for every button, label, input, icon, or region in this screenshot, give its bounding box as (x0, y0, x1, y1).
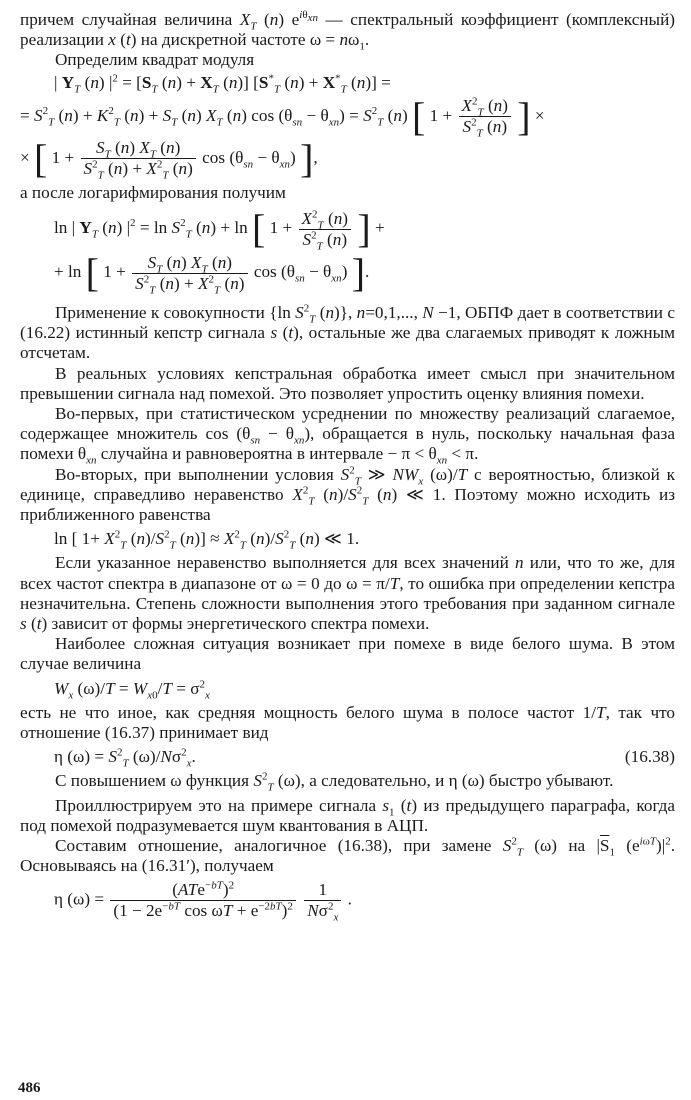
paragraph: есть не что иное, как средняя мощность белого шума в полосе частот 1/T, так что отношение (16.37) принимает вид (20, 702, 675, 743)
paragraph: Проиллюстрируем это на примере сигнала $s_1$ (t) из предыдущего параграфа, когда под помехой подразумевается шум квантования в АЦП. (20, 795, 676, 835)
paragraph: Наиболее сложная ситуация возникает при помехе в виде белого шума. В этом случае величина (20, 634, 675, 674)
formula-log-line-2: + ln [ 1 + $\frac{S_T (n) X_T (n)}{S^2_T (n) + X^2_T (n)}$ $\cos (\theta_{sn} - \theta_{xn})$ ]. (54, 250, 370, 296)
formula-16-38-body: η $(\omega) = S^2_T$ $(\omega)/N\sigma^2_x$. (54, 746, 196, 770)
formula-final: η (ω) = $\frac{(ATe^{-bT})^2}{(1 - 2e^{-bT} \cos \omega T + e^{-2bT})^2}$ $\frac{1}{N\sigma^2_x}$ . (54, 878, 352, 923)
formula-log-line-1: ln | $Y_T$ (n) $|^2 = \ln S^2_T$ (n) + ln [ 1 + $\frac{X^2_T (n)}{S^2_T (n)}$ ] + (54, 206, 385, 252)
paragraph: Применение к совокупности {ln $S^2_T$ (n)}, n=0,1,..., N −1, ОБПФ дает в соответствии с (16.22) истинный кепстр сигнала s (t), остальные же два слагаемых приводят к ложным отсчетам. (20, 302, 675, 363)
paragraph: Во-вторых, при выполнении условия $S^2_T$ ≫ $NW_x$ (ω)/T с вероятностью, близкой к единице, справедливо неравенство $X^2_T$ $(n)/S^2_T$ (n) ≪ 1. Поэтому можно исходить из приближенного равенства (20, 463, 675, 525)
paragraph: Составим отношение, аналогичное (16.38), при замене $S^2_T$ (ω) на $|\overline{S}_1$ $(e^{i\omega T})|^2$. Основываясь на (16.31′), получаем (20, 835, 676, 876)
paragraph: причем случайная величина $X_T$ (n) $e^{i\theta_{xn}}$ — спектральный коэффициент (комплексный) реализации x (t) на дискретной частоте $\omega = n\omega_1$. (20, 9, 675, 53)
page-number: 486 (18, 1080, 41, 1096)
formula-approx: ln [ $1+ X^2_T$ $(n)/S^2_T$ $(n)] \approx X^2_T$ $(n)/S^2_T$ (n) ≪ 1. (54, 528, 360, 552)
equation-number: (16.38) (624, 747, 675, 767)
formula-modulus-squared-line-3: × [ 1 + $\frac{S_T (n) X_T (n)}{S^2_T (n) + X^2_T (n)}$ $\cos (\theta_{sn} - \theta_{xn})$ ], (20, 135, 318, 182)
paragraph: а после логарифмирования получим (20, 182, 286, 202)
formula-modulus-squared-line-1: | $Y_T$ (n) $|^2 = [S_T$ $(n) + X_T$ (n)] [$S^*_T$ $(n) + X^*_T$ (n)] = (54, 71, 391, 96)
paragraph: В реальных условиях кепстральная обработка имеет смысл при значительном превышении сигнала над помехой. Это позволяет упростить оценку влияния помехи. (20, 363, 675, 403)
paragraph: Во-первых, при статистическом усреднении по множеству реализаций слагаемое, содержащее множитель $\cos (\theta_{sn} - \theta_{xn})$, обращается в нуль, поскольку начальная фаза помехи $\theta_{xn}$ случайна и равновероятна в интервале − $\pi < \theta_{xn} < \pi$. (20, 404, 675, 467)
formula-white-noise: $W_x$ $(\omega)/T = W_{x0}/T = \sigma^2_x$ (54, 677, 210, 702)
paragraph: Если указанное неравенство выполняется для всех значений n или, что то же, для всех частот спектра в диапазоне от ω = 0 до ω = π/T, то ошибка при определении кепстра незначительна. Степень сложности выполнения этого требования при заданном сигнале s (t) зависит от формы энергетического спектра помехи. (20, 553, 676, 634)
formula-modulus-squared-line-2: = $S^2_T$ $(n) + K^2_T$ $(n) + S_T$ (n) $X_T$ (n) $\cos (\theta_{sn} - \theta_{xn}) = S^2_T$ (n) [ 1 + $\frac{X^2_T (n)}{S^2_T (n)}$ ] × (20, 93, 545, 140)
paragraph: С повышением ω функция $S^2_T$ (ω), а следовательно, и η (ω) быстро убывают. (55, 770, 614, 794)
paragraph: Определим квадрат модуля (55, 50, 255, 70)
formula-16-38 (20, 746, 675, 770)
